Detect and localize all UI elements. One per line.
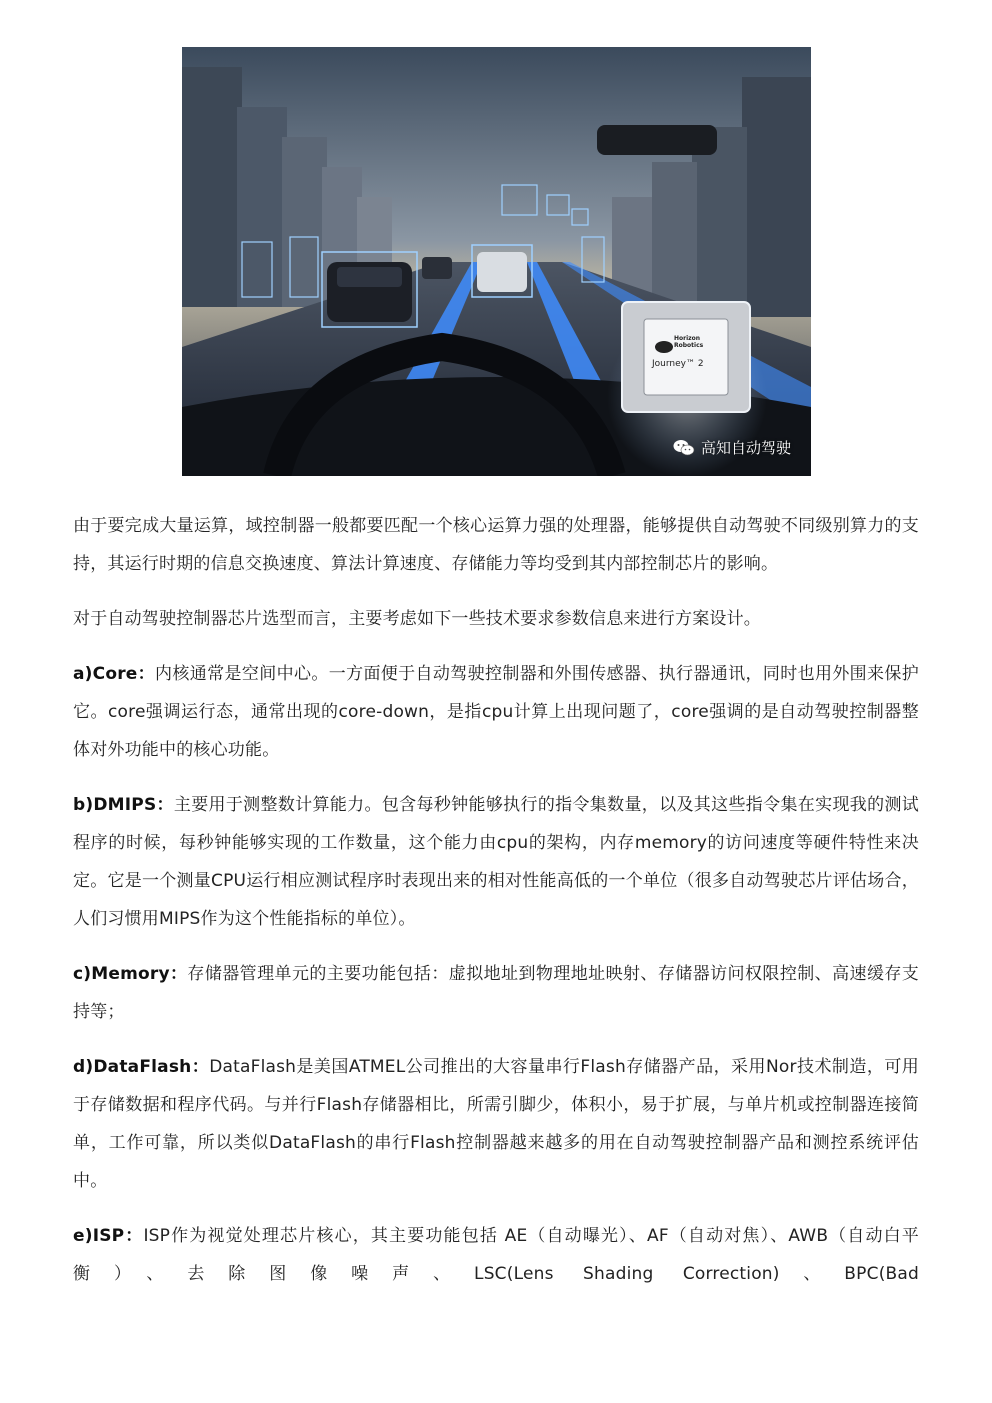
term-heading: b)DMIPS： [73, 795, 174, 815]
paragraph-selection [73, 600, 919, 638]
paragraph-text: 对于自动驾驶控制器芯片选型而言，主要考虑如下一些技术要求参数信息来进行方案设计。 [73, 609, 761, 629]
term-heading: c)Memory： [73, 964, 188, 984]
paragraph-dataflash [73, 1048, 919, 1200]
paragraph-dmips [73, 786, 919, 938]
wechat-icon [673, 439, 695, 457]
paragraph-text: DataFlash是美国ATMEL公司推出的大容量串行Flash存储器产品，采用Nor技术制造，可用于存储数据和程序代码。与并行Flash存储器相比，所需引脚少，体积小，易于扩展，与单片机或控制器连接简单，工作可靠，所以类似DataFlash的串行Flash控制器越来越多的用在自动驾驶控制器产品和测控系统评估中。 [73, 1057, 919, 1191]
paragraph-core [73, 655, 919, 769]
chip-brand-line1: Horizon [674, 335, 701, 342]
article-body [73, 507, 919, 1310]
term-heading: e)ISP： [73, 1226, 144, 1246]
term-heading: a)Core： [73, 664, 156, 684]
paragraph-intro [73, 507, 919, 583]
paragraph-memory [73, 955, 919, 1031]
watermark-text: 高知自动驾驶 [700, 439, 791, 457]
watermark [673, 437, 791, 458]
chip-brand-line2: Robotics [674, 342, 704, 349]
paragraph-isp [73, 1217, 919, 1293]
chip-brand [674, 335, 726, 349]
chip-name: Journey™ 2 [652, 359, 704, 369]
paragraph-text: ISP作为视觉处理芯片核心，其主要功能包括 AE（自动曝光）、AF（自动对焦）、AWB（自动白平衡）、去除图像噪声、LSC(Lens Shading Correction)、BPC(Bad [73, 1226, 920, 1284]
paragraph-text: 主要用于测整数计算能力。包含每秒钟能够执行的指令集数量，以及其这些指令集在实现我的测试程序的时候，每秒钟能够实现的工作数量，这个能力由cpu的架构，内存memory的访问速度等硬件特性来决定。它是一个测量CPU运行相应测试程序时表现出来的相对性能高低的一个单位（很多自动驾驶芯片评估场合，人们习惯用MIPS作为这个性能指标的单位）。 [73, 795, 919, 929]
term-heading: d)DataFlash： [73, 1057, 210, 1077]
paragraph-text: 存储器管理单元的主要功能包括：虚拟地址到物理地址映射、存储器访问权限控制、高速缓存支持等； [73, 964, 919, 1022]
autonomous-driving-image [182, 47, 811, 476]
street-scene-illustration [182, 47, 811, 476]
paragraph-text: 由于要完成大量运算，域控制器一般都要匹配一个核心运算力强的处理器，能够提供自动驾驶不同级别算力的支持，其运行时期的信息交换速度、算法计算速度、存储能力等均受到其内部控制芯片的影响。 [73, 516, 919, 574]
paragraph-text: 内核通常是空间中心。一方面便于自动驾驶控制器和外围传感器、执行器通讯，同时也用外围来保护它。core强调运行态，通常出现的core-down，是指cpu计算上出现问题了，core强调的是自动驾驶控制器整体对外功能中的核心功能。 [73, 664, 919, 760]
